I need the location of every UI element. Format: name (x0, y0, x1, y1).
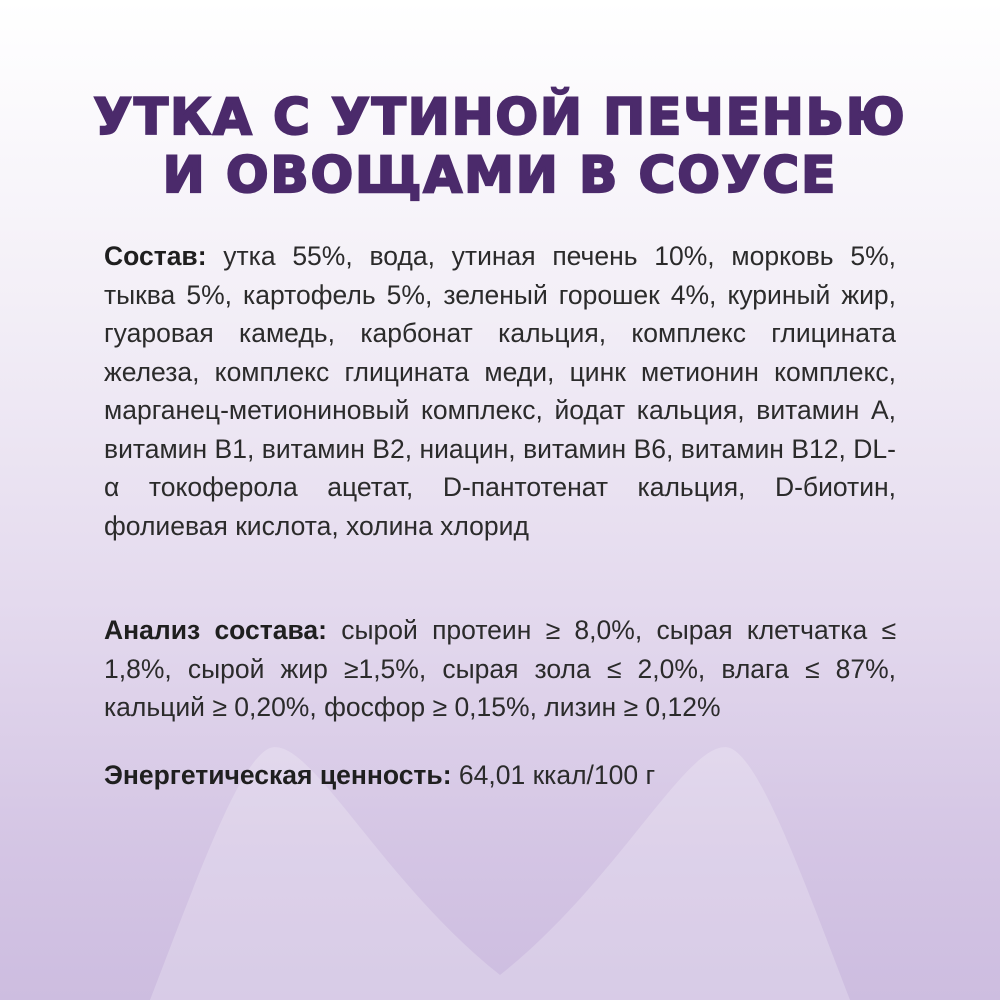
energy-text: 64,01 ккал/100 г (451, 760, 656, 790)
energy-label: Энергетическая ценность: (104, 760, 452, 790)
analysis-paragraph (104, 611, 896, 727)
page-title (0, 88, 1000, 204)
composition-text: утка 55%, вода, утиная печень 10%, морковь 5%, тыква 5%, картофель 5%, зеленый горошек 4%, куриный жир, гуаровая камедь, карбонат кальция, комплекс глицината железа, комплекс глицината меди, цинк метионин комплекс, марганец-метиониновый комплекс, йодат кальция, витамин А, витамин В1, витамин В2, ниацин, витамин В6, витамин В12, DL-α токоферола ацетат, D-пантотенат кальция, D-биотин, фолиевая кислота, холина хлорид (104, 241, 896, 541)
analysis-text: сырой протеин ≥ 8,0%, сырая клетчатка ≤ 1,8%, сырой жир ≥1,5%, сырая зола ≤ 2,0%, влага ≤ 87%, кальций ≥ 0,20%, фосфор ≥ 0,15%, лизин ≥ 0,12% (104, 615, 896, 722)
composition-paragraph (104, 237, 896, 545)
title-line-1: УТКА С УТИНОЙ ПЕЧЕНЬЮ (93, 88, 907, 146)
composition-label: Состав: (104, 241, 207, 271)
title-line-2: И ОВОЩАМИ В СОУСЕ (162, 146, 838, 204)
analysis-label: Анализ состава: (104, 615, 327, 645)
energy-paragraph (104, 756, 896, 795)
